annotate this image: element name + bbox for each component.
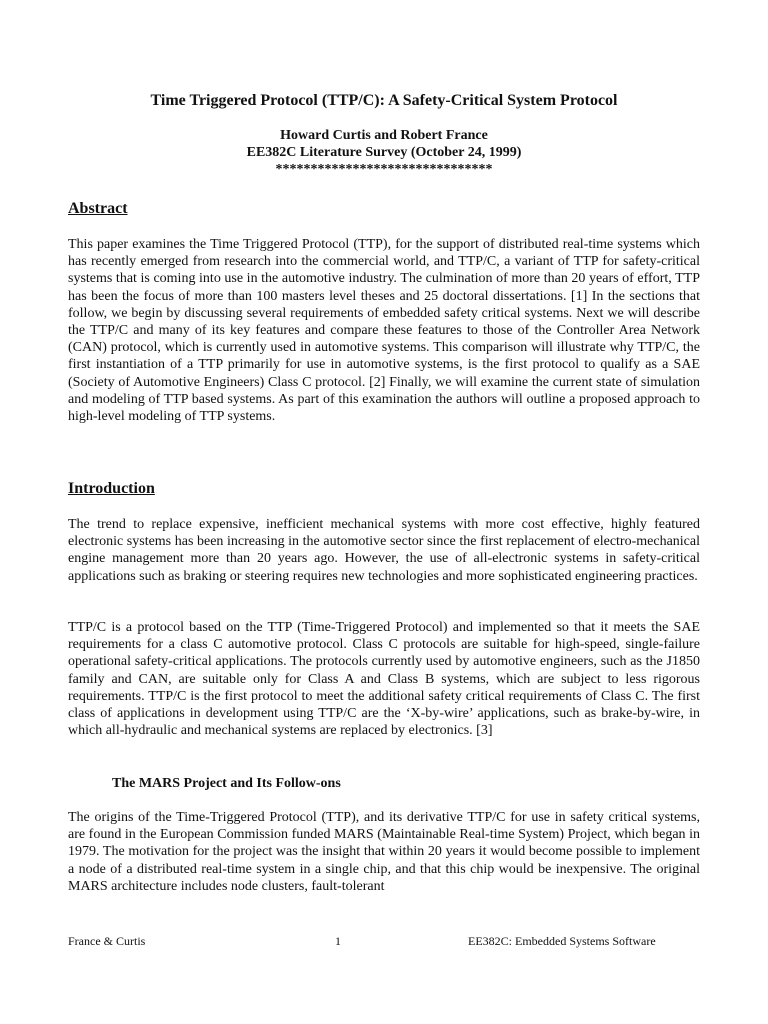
footer-page-number: 1 bbox=[335, 934, 341, 948]
separator-line: ******************************* bbox=[275, 162, 493, 177]
venue-line: EE382C Literature Survey (October 24, 1999) bbox=[246, 145, 522, 160]
footer-authors: France & Curtis bbox=[68, 934, 146, 948]
author-names: Howard Curtis and Robert France bbox=[280, 128, 488, 143]
mars-paragraph-1: The origins of the Time-Triggered Protocol (TTP), and its derivative TTP/C for use in safety critical systems, are found in the European Commission funded MARS (Maintainable Real-time System) Project, which began in 1979. The motivation for the project was the insight that within 20 years it would become possible to implement a node of a distributed real-time system in a single chip, and that this chip would be inexpensive. The original MARS architecture includes node clusters, fault-tolerant bbox=[68, 810, 700, 894]
introduction-paragraph-1: The trend to replace expensive, inefficient mechanical systems with more cost effective, highly featured electronic systems has been increasing in the automotive sector since the first replacement of electro-mechanical engine management more than 20 years ago. However, the use of all-electronic systems in safety-critical applications such as braking or steering requires new technologies and more sophisticated engineering practices. bbox=[68, 517, 700, 584]
introduction-heading: Introduction bbox=[68, 480, 155, 497]
mars-subheading: The MARS Project and Its Follow-ons bbox=[112, 776, 341, 791]
footer-course: EE382C: Embedded Systems Software bbox=[468, 934, 656, 948]
author-block bbox=[0, 127, 768, 178]
abstract-paragraph: This paper examines the Time Triggered Protocol (TTP), for the support of distributed real-time systems which has recently emerged from research into the commercial world, and TTP/C, a variant of TTP for safety-critical systems that is coming into use in the automotive industry. The culmination of more than 20 years of effort, TTP has been the focus of more than 100 masters level theses and 25 doctoral dissertations. [1] In the sections that follow, we begin by discussing several requirements of embedded safety critical systems. Next we will describe the TTP/C and many of its key features and compare these features to those of the Controller Area Network (CAN) protocol, which is currently used in automotive systems. This comparison will illustrate why TTP/C, the first instantiation of a TTP primarily for use in automotive systems, is the first protocol to qualify as a SAE (Society of Automotive Engineers) Class C protocol. [2] Finally, we will examine the current state of simulation and modeling of TTP based systems. As part of this examination the authors will outline a proposed approach to high-level modeling of TTP systems. bbox=[68, 237, 700, 425]
introduction-paragraph-2: TTP/C is a protocol based on the TTP (Time-Triggered Protocol) and implemented so that it meets the SAE requirements for a class C automotive protocol. Class C protocols are suitable for high-speed, single-failure operational safety-critical applications. The protocols currently used by automotive engineers, such as the J1850 family and CAN, are suitable only for Class A and Class B systems, which are subject to less rigorous requirements. TTP/C is the first protocol to meet the additional safety critical requirements of Class C. The first class of applications in development using TTP/C are the ‘X-by-wire’ applications, such as brake-by-wire, in which all-hydraulic and mechanical systems are replaced by electronics. [3] bbox=[68, 620, 700, 739]
paper-title: Time Triggered Protocol (TTP/C): A Safety-Critical System Protocol bbox=[150, 92, 618, 109]
abstract-heading: Abstract bbox=[68, 200, 128, 217]
